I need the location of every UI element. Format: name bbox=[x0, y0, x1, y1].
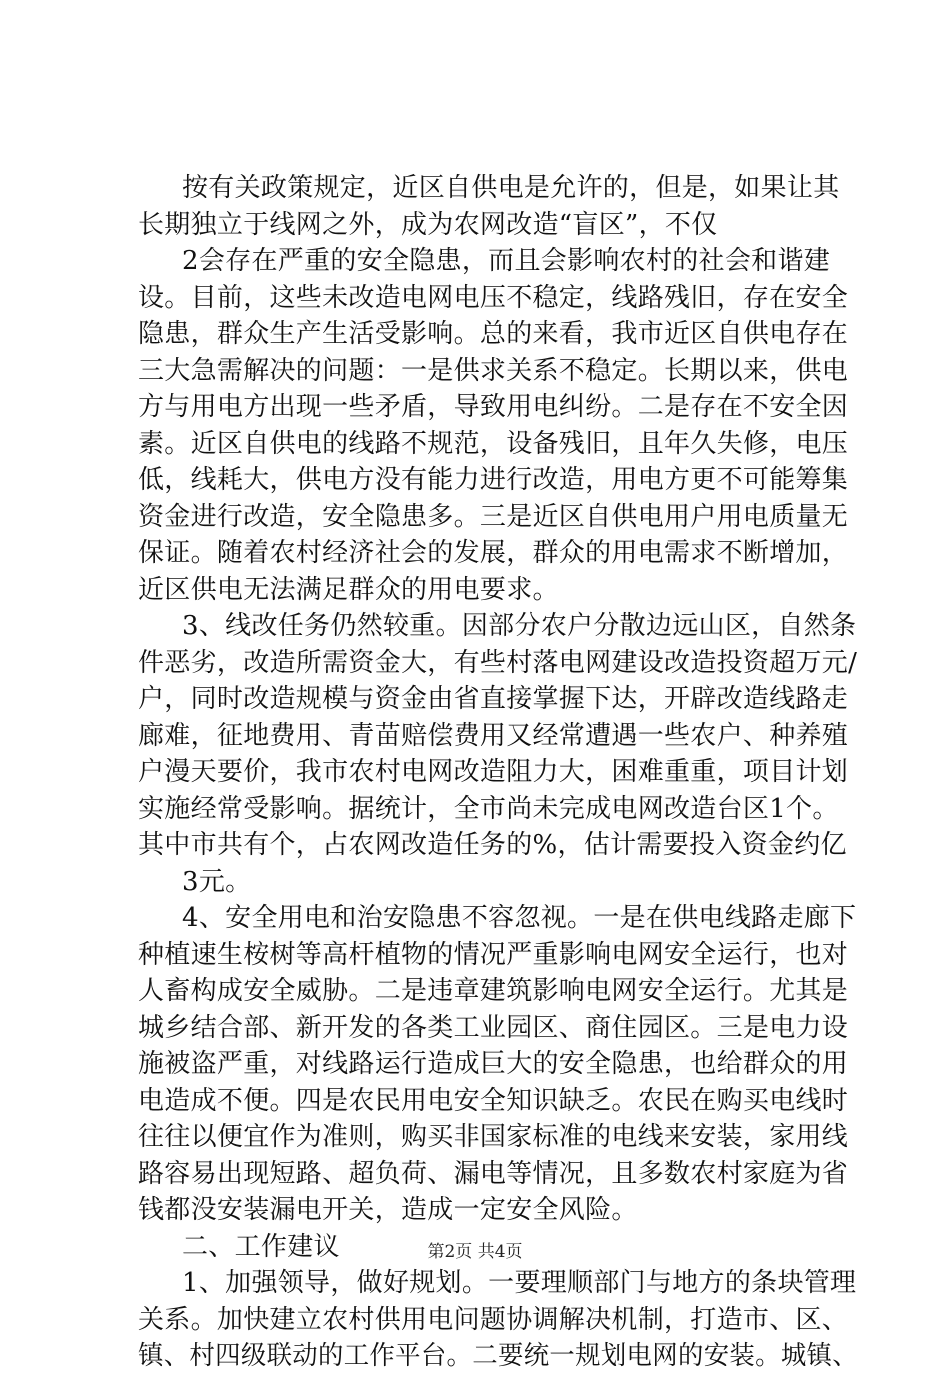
text-line: 钱都没安装漏电开关，造成一定安全风险。 bbox=[138, 1195, 638, 1225]
text-line: 低，线耗大，供电方没有能力进行改造，用电方更不可能筹集 bbox=[138, 465, 849, 495]
text-line: 2会存在严重的安全隐患，而且会影响农村的社会和谐建 bbox=[182, 246, 831, 276]
text-line: 1、加强领导，做好规划。一要理顺部门与地方的条块管理 bbox=[182, 1268, 857, 1298]
text-line: 4、安全用电和治安隐患不容忽视。一是在供电线路走廊下 bbox=[182, 903, 857, 933]
page-footer: 第2页 共4页 bbox=[427, 1242, 523, 1262]
text-line: 3元。 bbox=[182, 866, 252, 897]
text-line: 城乡结合部、新开发的各类工业园区、商住园区。三是电力设 bbox=[138, 1012, 849, 1043]
text-line: 资金进行改造，安全隐患多。三是近区自供电用户用电质量无 bbox=[138, 501, 849, 532]
text-line: 镇、村四级联动的工作平台。二要统一规划电网的安装。城镇、 bbox=[138, 1341, 858, 1371]
text-line: 户漫天要价，我市农村电网改造阻力大，困难重重，项目计划 bbox=[138, 757, 849, 787]
text-line: 近区供电无法满足群众的用电要求。 bbox=[138, 574, 559, 605]
text-line: 廊难，征地费用、青苗赔偿费用又经常遭遇一些农户、种养殖 bbox=[138, 720, 849, 751]
text-line: 3、线改任务仍然较重。因部分农户分散边远山区，自然条 bbox=[182, 611, 857, 641]
text-line: 施被盗严重，对线路运行造成巨大的安全隐患，也给群众的用 bbox=[138, 1049, 849, 1079]
text-line: 路容易出现短路、超负荷、漏电等情况，且多数农村家庭为省 bbox=[138, 1158, 849, 1189]
text-line: 素。近区自供电的线路不规范，设备残旧，且年久失修，电压 bbox=[138, 428, 849, 459]
text-line: 关系。加快建立农村供用电问题协调解决机制，打造市、区、 bbox=[138, 1304, 849, 1335]
text-line: 隐患，群众生产生活受影响。总的来看，我市近区自供电存在 bbox=[138, 319, 849, 349]
text-line: 件恶劣，改造所需资金大，有些村落电网建设改造投资超万元/ bbox=[138, 647, 858, 678]
text-line: 人畜构成安全威胁。二是违章建筑影响电网安全运行。尤其是 bbox=[138, 976, 849, 1006]
text-line: 三大急需解决的问题：一是供求关系不稳定。长期以来，供电 bbox=[138, 355, 849, 386]
text-line: 电造成不便。四是农民用电安全知识缺乏。农民在购买电线时 bbox=[138, 1085, 849, 1116]
text-line: 其中市共有个，占农网改造任务的%，估计需要投入资金约亿 bbox=[138, 830, 847, 860]
text-line: 设。目前，这些未改造电网电压不稳定，线路残旧，存在安全 bbox=[138, 282, 849, 313]
text-line: 长期独立于线网之外，成为农网改造“盲区”，不仅 bbox=[138, 209, 718, 240]
text-line: 户，同时改造规模与资金由省直接掌握下达，开辟改造线路走 bbox=[138, 684, 849, 714]
text-line: 保证。随着农村经济社会的发展，群众的用电需求不断增加， bbox=[138, 538, 849, 568]
text-line: 种植速生桉树等高杆植物的情况严重影响电网安全运行，也对 bbox=[138, 939, 849, 970]
text-line: 按有关政策规定，近区自供电是允许的，但是，如果让其 bbox=[182, 173, 840, 203]
text-line: 二、工作建议 bbox=[182, 1231, 340, 1262]
text-line: 方与用电方出现一些矛盾，导致用电纠纷。二是存在不安全因 bbox=[138, 392, 849, 422]
text-line: 往往以便宜作为准则，购买非国家标准的电线来安装，家用线 bbox=[138, 1122, 849, 1152]
text-line: 实施经常受影响。据统计，全市尚未完成电网改造台区1个。 bbox=[138, 793, 839, 824]
